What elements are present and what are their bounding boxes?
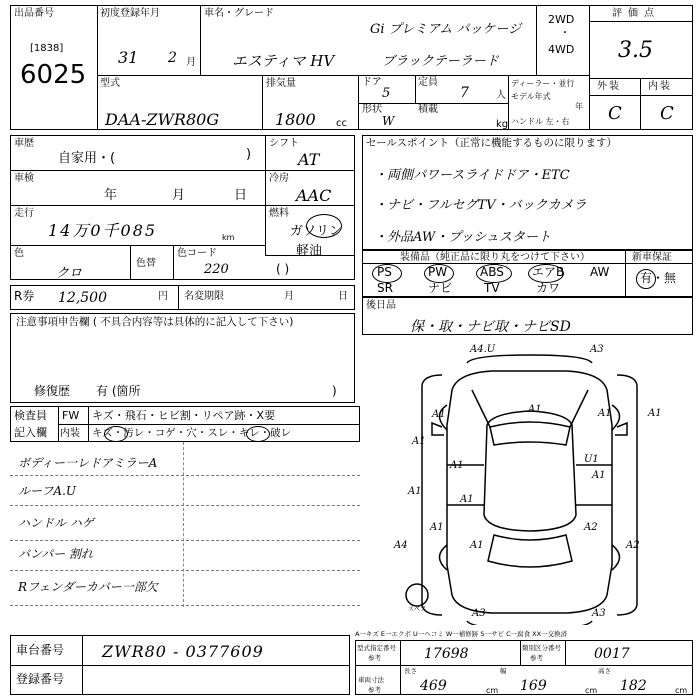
- category-label: 類別区分番号: [522, 644, 561, 652]
- cc-unit: cc: [336, 118, 347, 129]
- int-circle-1: [104, 426, 128, 442]
- equip-abs: ABS: [480, 265, 504, 279]
- drive-4wd: 4WD: [548, 43, 575, 56]
- width-label: 幅: [500, 667, 507, 675]
- int-items: キズ・汚レ・コゲ・穴・スレ・キレ・破レ: [92, 427, 292, 439]
- reg-month: 2: [168, 50, 177, 66]
- seats-value: 7: [460, 85, 469, 101]
- remark-5: Rフェンダーカバー一部欠: [18, 580, 158, 594]
- interior-label: 内装: [648, 81, 672, 92]
- damage-mark-5: A1: [598, 408, 612, 419]
- car-name: エスティマ HV: [232, 52, 335, 70]
- score-label: 評価点: [612, 8, 660, 19]
- drive-dot: ・: [560, 28, 570, 39]
- inspector-label1: 検査員: [14, 409, 47, 422]
- size-sub: 参考: [368, 686, 381, 694]
- fuel-paren: ( ): [276, 262, 290, 276]
- category-sub: 参考: [530, 654, 543, 662]
- equip-aw: AW: [590, 265, 610, 279]
- damage-mark-12: A1: [460, 494, 474, 505]
- inspection-year: 年: [104, 188, 118, 203]
- equip-circle-ps: [372, 264, 402, 283]
- damage-mark-9: U1: [584, 454, 599, 465]
- length-value: 469: [420, 678, 447, 694]
- shape-value: W: [382, 114, 395, 128]
- equip-circle-abs: [476, 264, 512, 283]
- dealer-label: ディーラー・並行: [511, 79, 575, 88]
- lot-small: [1838]: [30, 43, 64, 54]
- doors-value: 5: [382, 86, 391, 101]
- sales-point-3: ・外品AW・プッシュスタート: [374, 230, 552, 245]
- damage-mark-14: A2: [626, 540, 640, 551]
- spare-label: スペア: [408, 606, 427, 613]
- name-change-month: 月: [284, 291, 294, 302]
- km-unit: km: [222, 233, 235, 242]
- repair-close: ): [332, 384, 337, 398]
- seats-label: 定員: [418, 77, 438, 88]
- reg-label: 初度登録年月: [100, 8, 160, 19]
- color-label: 色: [14, 248, 24, 259]
- length-cm: cm: [486, 686, 499, 695]
- fuel-diesel: 軽油: [296, 244, 323, 259]
- warranty-label: 新車保証: [632, 252, 672, 263]
- shift-value: AT: [298, 150, 320, 169]
- damage-mark-4: A1: [528, 404, 542, 415]
- remark-2: ルーフA.U: [18, 484, 76, 498]
- ac-value: AAC: [296, 186, 332, 205]
- code-value: 220: [204, 262, 229, 277]
- length-label: 長さ: [404, 667, 417, 675]
- handle-label: ハンドル 左・右: [511, 117, 570, 126]
- equip-circle-pw: [424, 264, 454, 283]
- damage-mark-19: A3: [592, 608, 606, 619]
- delivery-label: 後日品: [366, 300, 396, 311]
- recycle-amount: 12,500: [58, 290, 107, 306]
- disp-label: 排気量: [266, 78, 296, 89]
- sales-point-2: ・ナビ・フルセグTV・バックカメラ: [374, 198, 587, 213]
- history-value: 自家用・(: [58, 151, 116, 166]
- warranty-value: 有・無: [640, 271, 677, 285]
- exterior-grade: C: [608, 103, 622, 124]
- equip-sr: SR: [377, 281, 393, 295]
- repair-value: 有 (箇所: [96, 384, 141, 398]
- damage-mark-1: A4.U: [470, 344, 496, 355]
- car-diagram: [362, 335, 693, 625]
- recycle-label: R券: [14, 289, 35, 303]
- kg-unit: kg: [496, 119, 509, 130]
- model-label: 型式: [100, 78, 120, 89]
- shift-label: シフト: [269, 138, 299, 149]
- damage-mark-13: A2: [584, 522, 598, 533]
- fuel-gas-circle: [306, 214, 342, 238]
- model-year-label: モデル年式: [511, 92, 551, 101]
- chassis-label: 車台番号: [16, 643, 65, 657]
- sales-label: セールスポイント（正常に機能するものに限ります）: [366, 137, 618, 149]
- interior-grade: C: [660, 103, 674, 124]
- code-label: 色コード: [177, 248, 217, 259]
- repair-label: 修復歴: [34, 384, 71, 398]
- mileage-value: 14万0千085: [48, 221, 158, 240]
- damage-mark-2: A3: [590, 344, 604, 355]
- fw-label: FW: [62, 409, 80, 422]
- model-code: DAA-ZWR80G: [105, 110, 220, 129]
- model-spec-sub: 参考: [368, 654, 381, 662]
- seats-unit: 人: [496, 90, 506, 101]
- equip-pw: PW: [428, 265, 448, 279]
- damage-mark-7: A1: [412, 436, 426, 447]
- model-spec-label: 型式指定番号: [357, 644, 396, 652]
- model-spec-value: 17698: [424, 646, 469, 662]
- notes-label: 注意事項申告欄 ( 不具合内容等は具体的に記入して下さい): [16, 316, 294, 328]
- lot-label: 出品番号: [14, 8, 54, 19]
- history-label: 車歴: [14, 138, 34, 149]
- exterior-label: 外装: [597, 81, 621, 92]
- equip-tv: TV: [484, 281, 500, 295]
- name-change-label: 名変期限: [184, 291, 224, 302]
- equip-ps: PS: [377, 265, 392, 279]
- damage-mark-8: A1: [450, 460, 464, 471]
- fuel-gas: ガソリン: [290, 224, 343, 239]
- load-label: 積載: [418, 104, 438, 115]
- score-box: [589, 5, 693, 130]
- damage-mark-16: A1: [470, 540, 484, 551]
- damage-mark-6: A1: [648, 408, 662, 419]
- remark-4: バンパー 割れ: [18, 547, 93, 561]
- height-value: 182: [620, 678, 647, 694]
- mileage-label: 走行: [14, 208, 34, 219]
- inspection-month: 月: [172, 188, 186, 203]
- inspector-label2: 記入欄: [14, 426, 47, 439]
- shape-label: 形状: [362, 104, 382, 115]
- doors-label: ドア: [362, 77, 382, 88]
- displacement: 1800: [275, 110, 316, 129]
- equip-leather: カワ: [536, 281, 561, 295]
- damage-mark-15: A1: [430, 522, 444, 533]
- int-circle-2: [246, 426, 270, 442]
- equip-navi: ナビ: [428, 281, 453, 295]
- damage-mark-3: A1: [432, 409, 446, 420]
- color-value: クロ: [56, 266, 83, 281]
- ac-label: 冷房: [269, 173, 289, 184]
- remark-1: ボディー一レドアミラーA: [18, 456, 158, 470]
- history-close: ): [246, 147, 252, 162]
- damage-mark-10: A1: [592, 470, 606, 481]
- equipment-label: 装備品（純正品に限り丸をつけて下さい）: [400, 252, 590, 263]
- damage-mark-18: A3: [472, 608, 486, 619]
- grade: Gi プレミアム パッケージ: [370, 22, 522, 37]
- warranty-circle: [636, 269, 656, 289]
- fw-items: キズ・飛石・ヒビ割・リペア跡・X要: [92, 409, 276, 422]
- height-label: 高さ: [598, 667, 611, 675]
- remark-3: ハンドル ハゲ: [18, 516, 94, 530]
- inspection-label: 車検: [14, 173, 34, 184]
- reg-month-unit: 月: [186, 57, 196, 68]
- reg-number-label: 登録番号: [16, 672, 65, 686]
- reg-year: 31: [118, 48, 139, 67]
- inspection-day: 日: [234, 188, 248, 203]
- tint-label: 色替: [136, 258, 156, 269]
- width-cm: cm: [585, 686, 598, 695]
- chassis-value: ZWR80 - 0377609: [102, 642, 264, 661]
- delivery-value: 保・取・ナビ取・ナビSD: [410, 319, 571, 335]
- size-label: 車両寸法: [358, 676, 384, 684]
- category-value: 0017: [594, 646, 630, 662]
- name-label: 車名・グレード: [204, 8, 274, 19]
- equip-circle-airbag: [528, 264, 564, 283]
- width-value: 169: [520, 678, 547, 694]
- drive-2wd: 2WD: [548, 13, 575, 26]
- score-value: 3.5: [618, 38, 653, 63]
- damage-mark-11: A1: [408, 486, 422, 497]
- damage-legend: A一キズ E一エクボ U一ヘコミ W一補修跡 S一サビ C一腐食 XX一交換済: [355, 630, 568, 638]
- int-label: 内装: [60, 428, 80, 439]
- damage-mark-17: A4: [394, 540, 408, 551]
- fuel-label: 燃料: [269, 208, 289, 219]
- name-change-day: 日: [338, 291, 348, 302]
- sales-point-1: ・両側パワースライドドア・ETC: [374, 168, 570, 183]
- height-cm: cm: [675, 686, 688, 695]
- color-name: ブラックテーラード: [382, 54, 499, 69]
- lot-number: 6025: [20, 60, 87, 90]
- recycle-yen: 円: [158, 291, 168, 302]
- equip-airbag: エアB: [532, 265, 565, 279]
- year-unit: 年: [575, 102, 583, 111]
